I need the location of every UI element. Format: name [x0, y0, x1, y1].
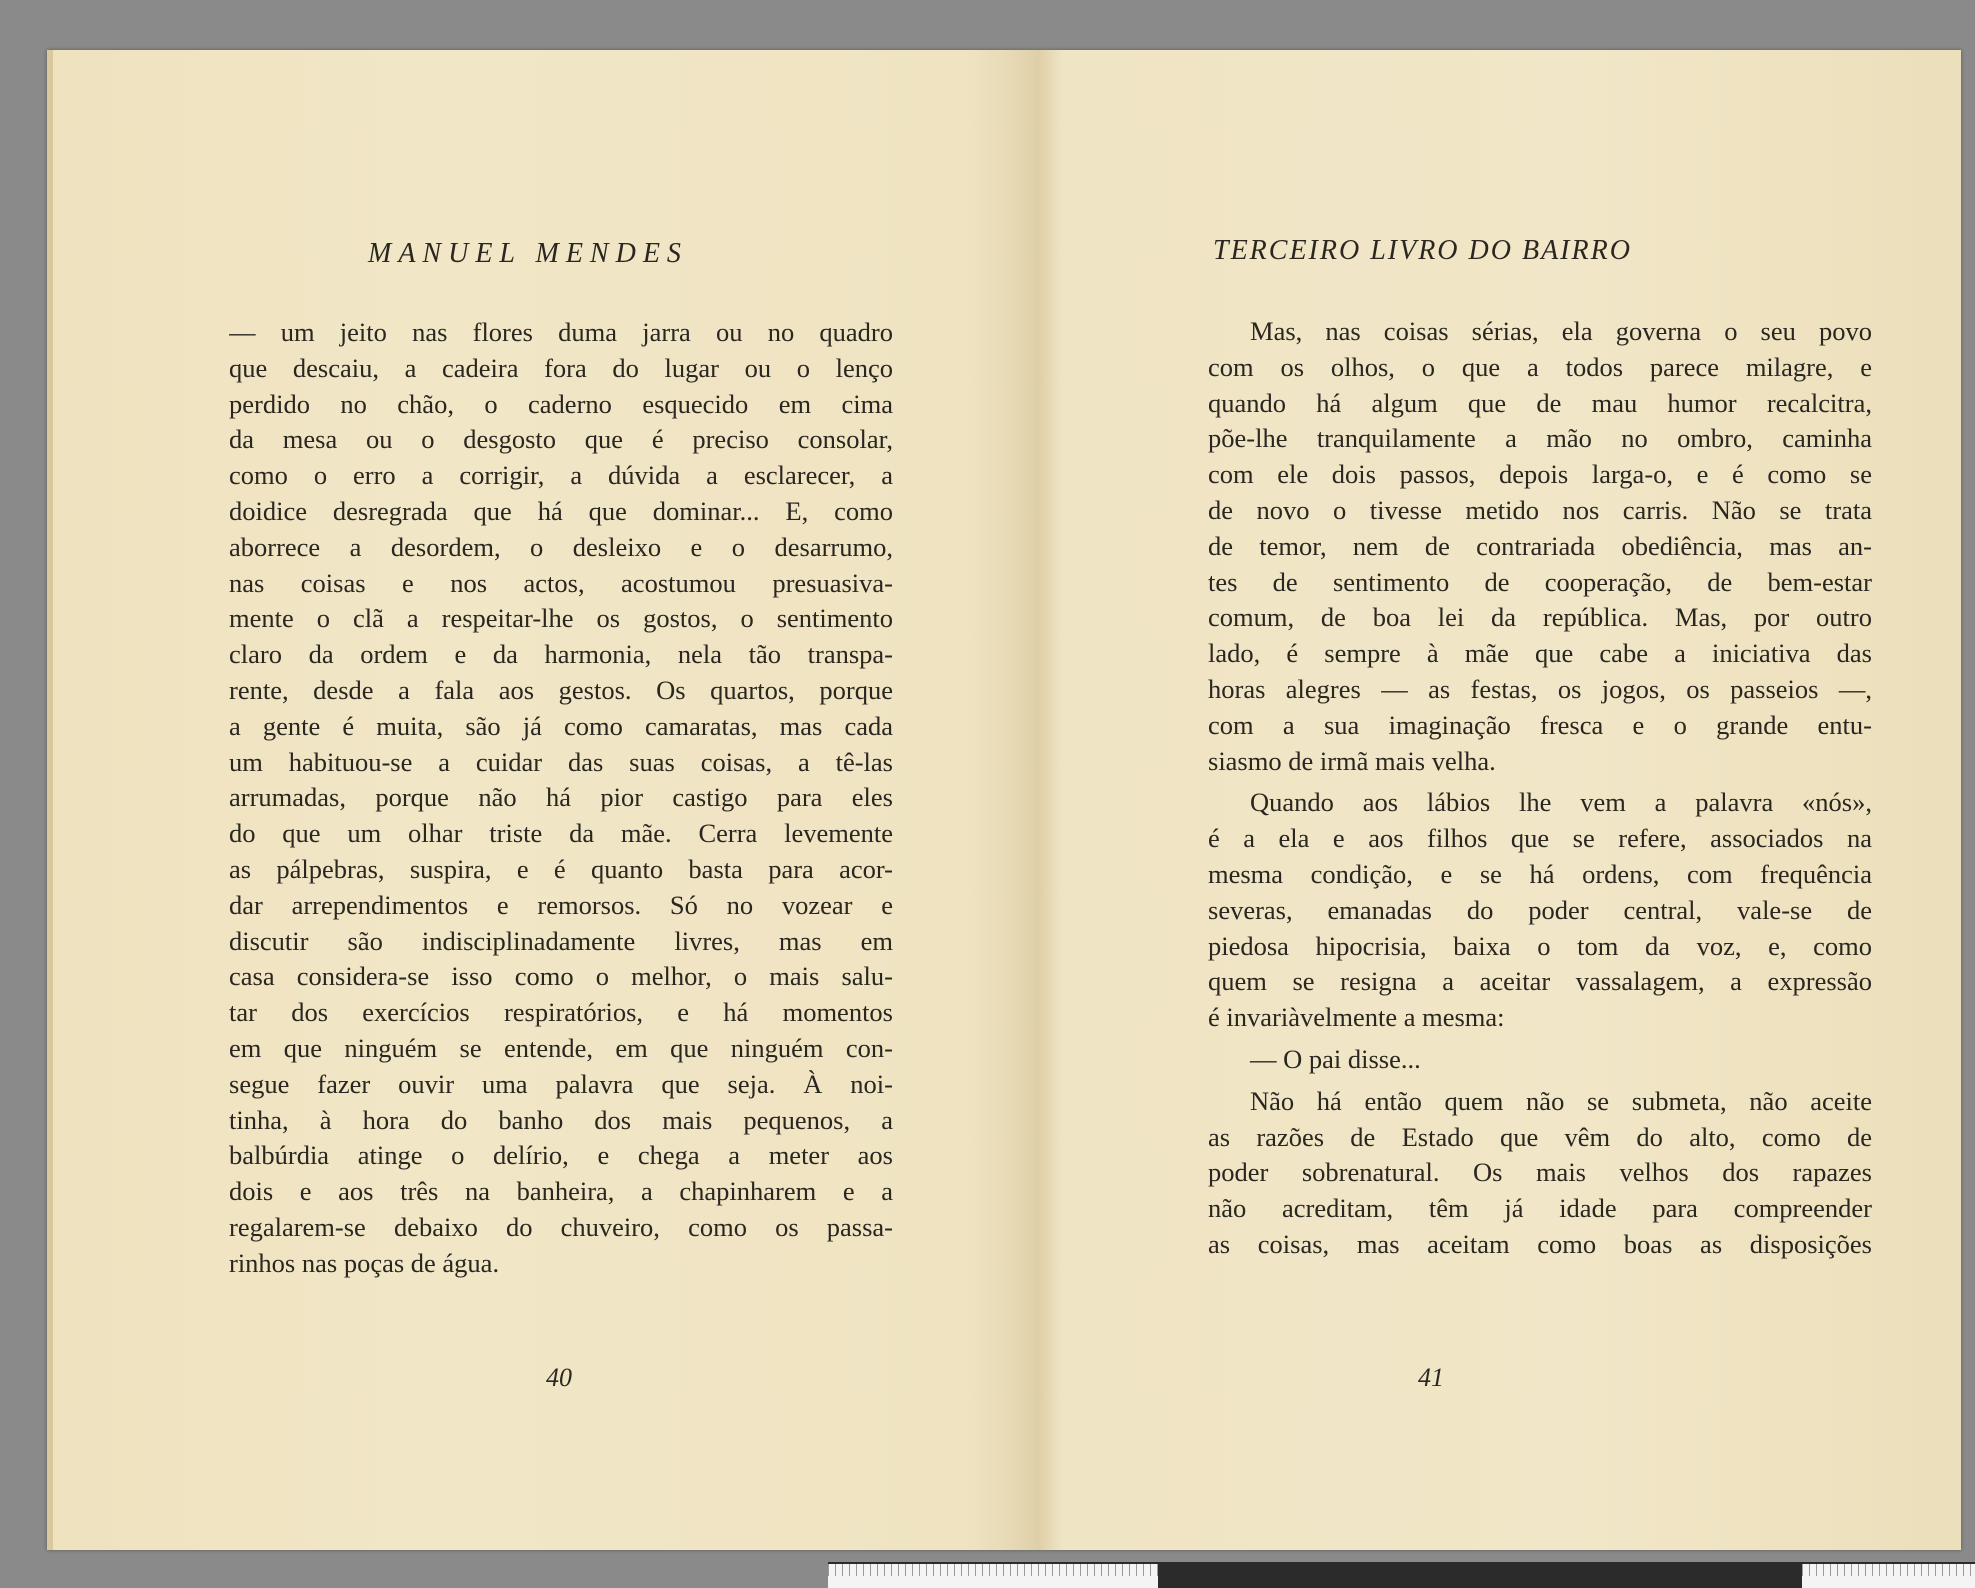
text-line: nas coisas e nos actos, acostumou presuasiva- — [229, 567, 893, 598]
text-line: — um jeito nas flores duma jarra ou no quadro — [229, 317, 893, 347]
text-line: regalarem-se debaixo do chuveiro, como os passa- — [229, 1211, 893, 1242]
text-line: horas alegres — as festas, os jogos, os passeios —, — [1208, 673, 1872, 704]
text-line: perdido no chão, o caderno esquecido em cima — [229, 388, 893, 419]
text-line: lado, é sempre à mãe que cabe a iniciativa das — [1208, 638, 1872, 669]
text-line: balbúrdia atinge o delírio, e chega a meter aos — [229, 1140, 893, 1171]
left-running-head: MANUEL MENDES — [368, 238, 688, 269]
text-line: quem se resigna a aceitar vassalagem, a expressão — [1208, 966, 1872, 997]
open-book — [47, 50, 1961, 1550]
text-line: mesma condição, e se há ordens, com frequência — [1208, 858, 1872, 889]
text-line: siasmo de irmã mais velha. — [1208, 745, 1496, 776]
text-line: as razões de Estado que vêm do alto, como de — [1208, 1121, 1872, 1152]
text-line: doidice desregrada que há que dominar... E, como — [229, 495, 893, 526]
text-line: de temor, nem de contrariada obediência, mas an- — [1208, 530, 1872, 561]
text-line: rinhos nas poças de água. — [229, 1247, 500, 1278]
text-line: aborrece a desordem, o desleixo e o desarrumo, — [229, 531, 893, 562]
text-line: a gente é muita, são já como camaratas, mas cada — [229, 710, 893, 741]
text-line: põe-lhe tranquilamente a mão no ombro, caminha — [1208, 423, 1872, 454]
text-line: Mas, nas coisas sérias, ela governa o seu povo — [1250, 316, 1872, 346]
text-line: com ele dois passos, depois larga-o, e é como se — [1208, 459, 1872, 490]
text-line: poder sobrenatural. Os mais velhos dos rapazes — [1208, 1157, 1872, 1188]
text-line: piedosa hipocrisia, baixa o tom da voz, e, como — [1208, 930, 1872, 961]
text-line: com a sua imaginação fresca e o grande entu- — [1208, 709, 1872, 740]
text-line: Não há então quem não se submeta, não aceite — [1250, 1085, 1872, 1116]
left-body-text — [229, 315, 893, 1282]
right-page-number: 41 — [1418, 1363, 1444, 1392]
text-line: severas, emanadas do poder central, vale-se de — [1208, 894, 1872, 925]
left-page-number: 40 — [546, 1363, 572, 1392]
text-line: quando há algum que de mau humor recalcitra, — [1208, 387, 1872, 418]
text-line: dois e aos três na banheira, a chapinharem e a — [229, 1176, 893, 1207]
text-line: rente, desde a fala aos gestos. Os quartos, porque — [229, 674, 893, 705]
text-line: não acreditam, têm já idade para compreender — [1208, 1193, 1872, 1224]
text-line: tes de sentimento de cooperação, de bem-estar — [1208, 566, 1872, 597]
text-line: dar arrependimentos e remorsos. Só no vozear e — [229, 889, 893, 920]
text-line: arrumadas, porque não há pior castigo para eles — [229, 782, 893, 813]
ruler-ticks — [828, 1564, 1158, 1576]
quoted-line: — O pai disse... — [1250, 1043, 1421, 1074]
ruler-ticks — [1802, 1564, 1975, 1576]
text-line: como o erro a corrigir, a dúvida a esclarecer, a — [229, 460, 893, 491]
text-line: um habituou-se a cuidar das suas coisas, a tê-las — [229, 746, 893, 777]
text-line: com os olhos, o que a todos parece milagre, e — [1208, 351, 1872, 382]
text-line: da mesa ou o desgosto que é preciso consolar, — [229, 424, 893, 455]
text-line: segue fazer ouvir uma palavra que seja. À noi- — [229, 1068, 893, 1099]
text-line: discutir são indisciplinadamente livres, mas em — [229, 925, 893, 956]
text-line: do que um olhar triste da mãe. Cerra levemente — [229, 818, 893, 849]
left-page — [53, 50, 1033, 1550]
text-line: claro da ordem e da harmonia, nela tão transpa- — [229, 639, 893, 670]
text-line: casa considera-se isso como o melhor, o mais salu- — [229, 961, 893, 992]
right-body-text — [1208, 314, 1872, 1263]
text-line: tinha, à hora do banho dos mais pequenos, a — [229, 1104, 893, 1135]
right-running-head: TERCEIRO LIVRO DO BAIRRO — [1213, 235, 1632, 266]
scale-ruler — [828, 1562, 1975, 1588]
right-page — [1033, 50, 1961, 1550]
text-line: Quando aos lábios lhe vem a palavra «nós», — [1250, 787, 1872, 818]
text-line: é a ela e aos filhos que se refere, associados na — [1208, 823, 1872, 854]
text-line: que descaiu, a cadeira fora do lugar ou o lenço — [229, 352, 893, 383]
text-line: comum, de boa lei da república. Mas, por outro — [1208, 602, 1872, 633]
text-line: mente o clã a respeitar-lhe os gostos, o sentimento — [229, 603, 893, 634]
text-line: as coisas, mas aceitam como boas as disposições — [1208, 1228, 1872, 1259]
text-line: em que ninguém se entende, em que ninguém con- — [229, 1032, 893, 1063]
text-line: as pálpebras, suspira, e é quanto basta para acor- — [229, 853, 893, 884]
text-line: de novo o tivesse metido nos carris. Não se trata — [1208, 494, 1872, 525]
text-line: é invariàvelmente a mesma: — [1208, 1002, 1505, 1033]
text-line: tar dos exercícios respiratórios, e há momentos — [229, 997, 893, 1028]
